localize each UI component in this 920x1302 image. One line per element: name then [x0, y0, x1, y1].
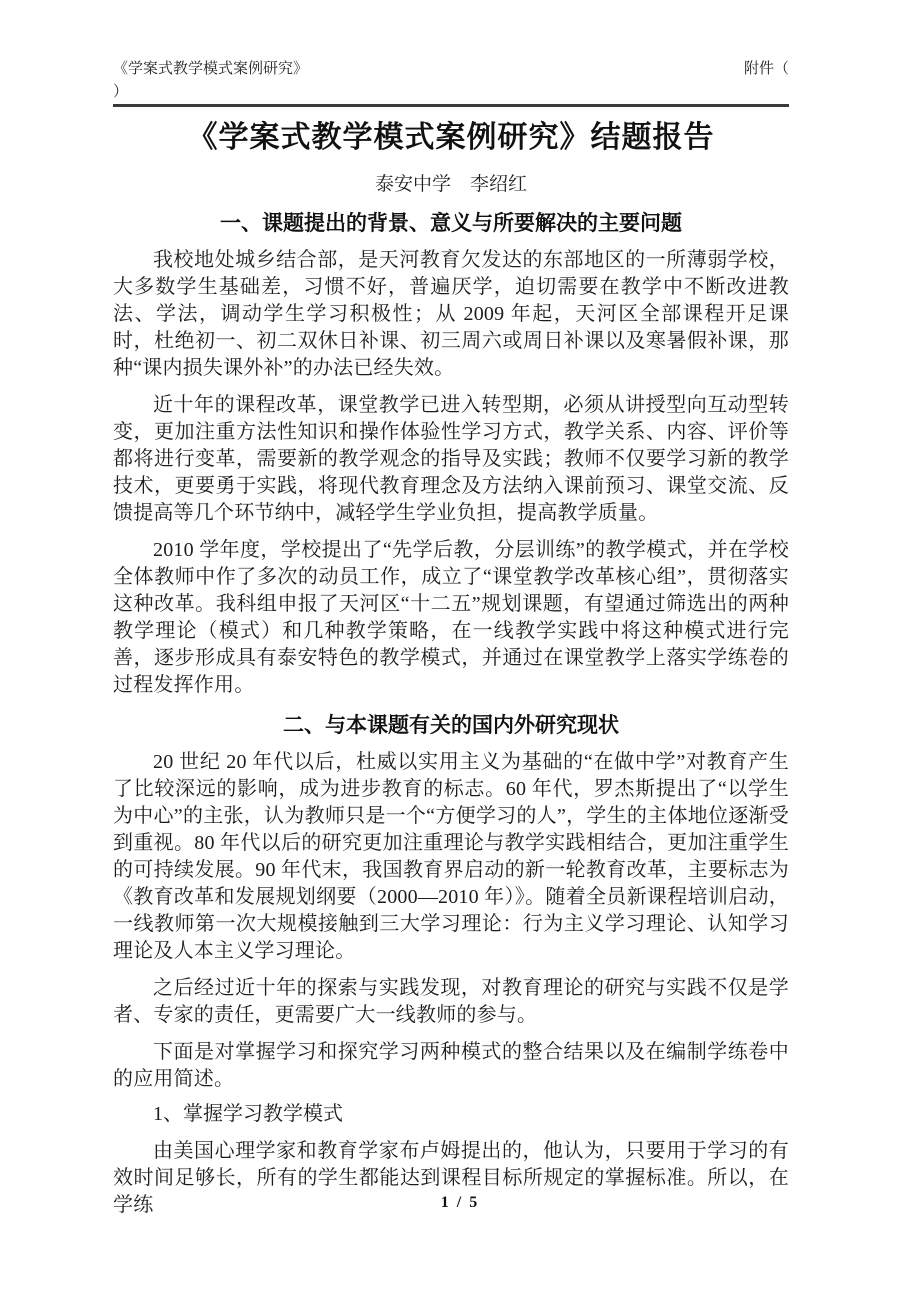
paragraph: 20 世纪 20 年代以后，杜威以实用主义为基础的“在做中学”对教育产生了比较深远的影响，成为进步教育的标志。60 年代，罗杰斯提出了“以学生为中心”的主张，认为教师只是一个“方便学习的人”，学生的主体地位逐渐受到重视。80 年代以后的研究更加注重理论与教学实践相结合，更加注重学生的可持续发展。90 年代末，我国教育界启动的新一轮教育改革，主要标志为《教育改革和发展规划纲要（2000—2010 年）》。随着全员新课程培训启动，一线教师第一次大规模接触到三大学习理论：行为主义学习理论、认知学习理论及人本主义学习理论。 [113, 751, 789, 962]
page-number: 1 / 5 [440, 1194, 480, 1211]
subsection-1-heading: 1、掌握学习教学模式 [153, 1103, 343, 1125]
paragraph: 下面是对掌握学习和探究学习两种模式的整合结果以及在编制学练卷中的应用简述。 [113, 1041, 789, 1090]
header-left-title: 《学案式教学模式案例研究》 [113, 61, 309, 77]
document-title: 《学案式教学模式案例研究》结题报告 [187, 121, 715, 154]
paragraph: 2010 学年度，学校提出了“先学后教，分层训练”的教学模式，并在学校全体教师中作了多次的动员工作，成立了“课堂教学改革核心组”，贯彻落实这种改革。我科组申报了天河区“十二五”规划课题，有望通过筛选出的两种教学理论（模式）和几种教学策略，在一线教学实践中将这种模式进行完善，逐步形成具有泰安特色的教学模式，并通过在课堂教学上落实学练卷的过程发挥作用。 [113, 539, 789, 696]
paragraph: 之后经过近十年的探索与实践发现，对教育理论的研究与实践不仅是学者、专家的责任，更需要广大一线教师的参与。 [113, 977, 789, 1026]
header-overflow-char: ） [113, 84, 129, 100]
section-1-heading: 一、课题提出的背景、意义与所要解决的主要问题 [220, 212, 682, 235]
section-2-heading: 二、与本课题有关的国内外研究现状 [283, 714, 619, 737]
running-header [113, 0, 789, 107]
header-attachment-label: 附件（ [743, 61, 789, 77]
paragraph: 我校地处城乡结合部，是天河教育欠发达的东部地区的一所薄弱学校，大多数学生基础差，习惯不好，普遍厌学，迫切需要在教学中不断改进教法、学法，调动学生学习积极性；从 2009 年起，天河区全部课程开足课时，杜绝初一、初二双休日补课、初三周六或周日补课以及寒暑假补课，那种“课内损失课外补”的办法已经失效。 [113, 249, 789, 379]
paragraph: 近十年的课程改革，课堂教学已进入转型期，必须从讲授型向互动型转变，更加注重方法性知识和操作体验性学习方式，教学关系、内容、评价等都将进行变革，需要新的教学观念的指导及实践；教师不仅要学习新的教学技术，更要勇于实践，将现代教育理念及方法纳入课前预习、课堂交流、反馈提高等几个环节纳中，减轻学生学业负担，提高教学质量。 [113, 394, 789, 524]
paragraph: 由美国心理学家和教育学家布卢姆提出的，他认为，只要用于学习的有效时间足够长，所有的学生都能达到课程目标所规定的掌握标准。所以，在学练 [113, 1140, 789, 1216]
page-footer [0, 1194, 920, 1212]
byline: 泰安中学 李绍红 [374, 174, 527, 195]
